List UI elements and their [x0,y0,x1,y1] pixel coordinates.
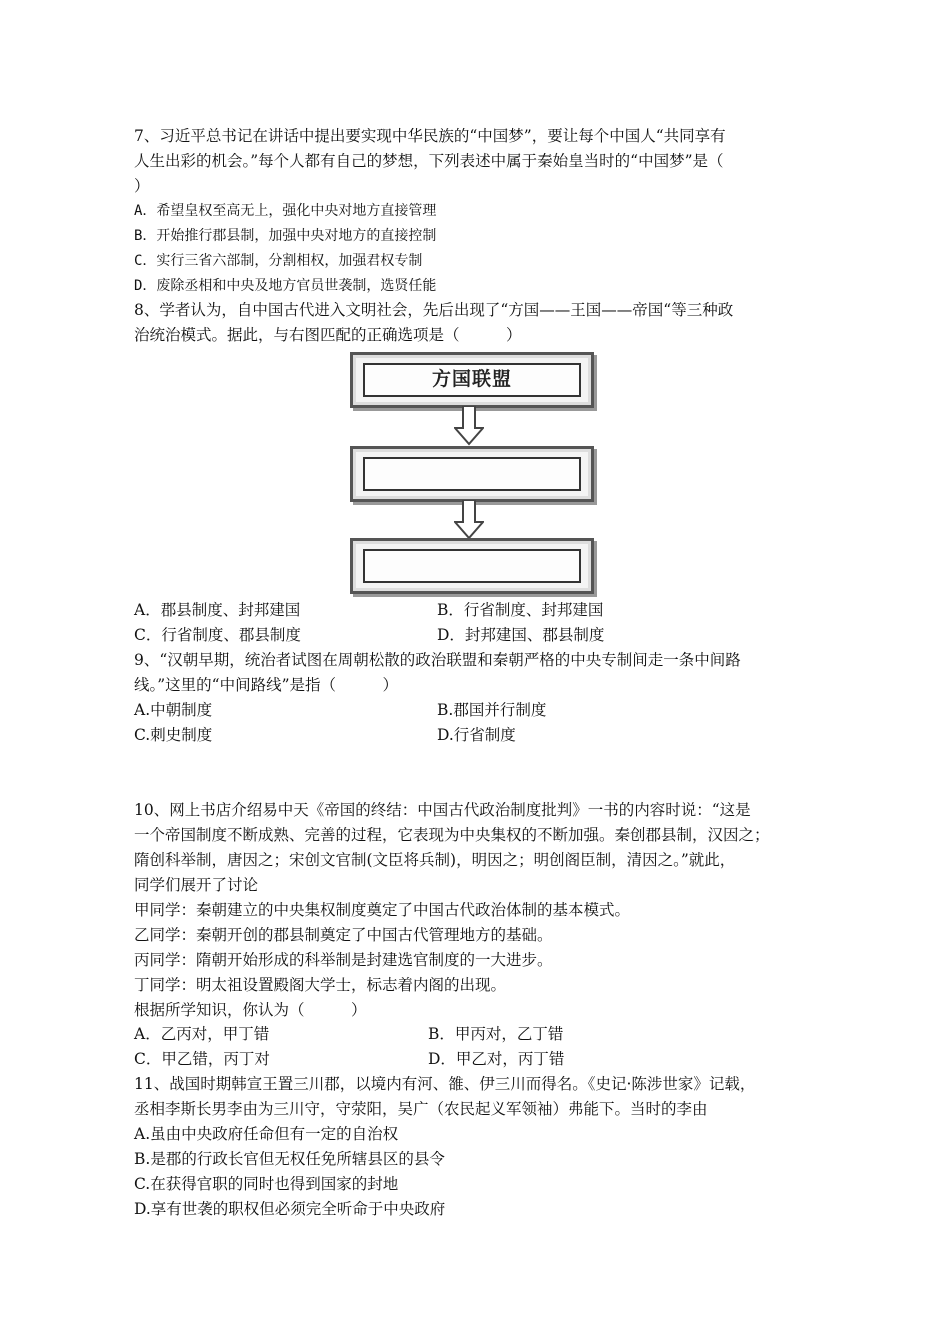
q11-option-b: B.是郡的行政长官但无权任免所辖县区的县令 [134,1150,445,1168]
q9-option-b: B.郡国并行制度 [437,701,547,719]
q10-stem-line-2: 一个帝国制度不断成熟、完善的过程，它表现为中央集权的不断加强。秦创郡县制，汉因之； [134,826,770,844]
q10-stem-line-1: 10、网上书店介绍易中天《帝国的终结：中国古代政治制度批判》一书的内容时说：“这是 [134,801,751,819]
q11-stem-line-2: 丞相李斯长男李由为三川守，守荥阳，吴广（农民起义军领袖）弗能下。当时的李由 [134,1100,708,1118]
q9-option-c: C.刺史制度 [134,726,213,744]
q10-option-a: A．乙丙对，甲丁错 [134,1025,270,1043]
q10-student-jia: 甲同学：秦朝建立的中央集权制度奠定了中国古代政治体制的基本模式。 [134,901,631,919]
q9-stem-line-1: 9、“汉朝早期，统治者试图在周朝松散的政治联盟和秦朝严格的中央专制间走一条中间路 [134,651,741,669]
q7-stem-line-2: 人生出彩的机会。”每个人都有自己的梦想，下列表述中属于秦始皇当时的“中国梦”是（ [134,152,724,170]
q10-student-bing: 丙同学：隋朝开始形成的科举制是封建选官制度的一大进步。 [134,951,553,969]
q8-option-c: C．行省制度、郡县制度 [134,626,301,644]
q8-option-b: B．行省制度、封邦建国 [437,601,604,619]
q7-stem-line-3: ） [134,177,150,195]
q7-option-b: B．开始推行郡县制，加强中央对地方的直接控制 [134,228,437,244]
q9-option-a: A.中朝制度 [134,701,213,719]
q10-option-c: C．甲乙错，丙丁对 [134,1050,270,1068]
q10-stem-line-4: 同学们展开了讨论 [134,876,259,894]
q11-option-a: A.虽由中央政府任命但有一定的自治权 [134,1125,399,1143]
down-arrow-icon [454,500,484,540]
q7-option-a: A．希望皇权至高无上，强化中央对地方直接管理 [134,203,437,219]
q8-stem-line-1: 8、学者认为，自中国古代进入文明社会，先后出现了“方国——王国——帝国“等三种政 [134,301,734,319]
q10-prompt: 根据所学知识，你认为（ ） [134,1001,367,1019]
q7-stem-line-1: 7、习近平总书记在讲话中提出要实现中华民族的“中国梦”，要让每个中国人“共同享有 [134,127,726,145]
diagram-box-fangguo-label: 方国联盟 [431,368,512,390]
diagram-box-blank-2 [350,538,594,594]
q10-student-ding: 丁同学：明太祖设置殿阁大学士，标志着内阁的出现。 [134,976,507,994]
q7-option-c: C．实行三省六部制，分割相权，加强君权专制 [134,253,423,269]
q10-option-d: D．甲乙对，丙丁错 [428,1050,565,1068]
q8-stem-line-2: 治统治模式。据此，与右图匹配的正确选项是（ ） [134,326,522,344]
q8-option-d: D．封邦建国、郡县制度 [437,626,605,644]
q9-stem-line-2: 线。”这里的“中间路线”是指（ ） [134,676,399,694]
q11-option-d: D.享有世袭的职权但必须完全听命于中央政府 [134,1200,446,1218]
polity-flow-diagram [350,350,600,595]
q11-option-c: C.在获得官职的同时也得到国家的封地 [134,1175,399,1193]
q9-option-d: D.行省制度 [437,726,516,744]
q7-option-d: D．废除丞相和中央及地方官员世袭制，选贤任能 [134,278,437,294]
down-arrow-icon [454,406,484,446]
diagram-box-blank-1 [350,446,594,502]
q10-stem-line-3: 隋创科举制，唐因之；宋创文官制(文臣将兵制)，明因之；明创阁臣制，清因之。”就此， [134,851,736,869]
q11-stem-line-1: 11、战国时期韩宣王置三川郡，以境内有河、雒、伊三川而得名。《史记·陈涉世家》记载， [134,1075,756,1093]
q8-option-a: A．郡县制度、封邦建国 [134,601,301,619]
q10-student-yi: 乙同学：秦朝开创的郡县制奠定了中国古代管理地方的基础。 [134,926,553,944]
diagram-box-fangguo [350,352,594,408]
q10-option-b: B．甲丙对，乙丁错 [428,1025,564,1043]
